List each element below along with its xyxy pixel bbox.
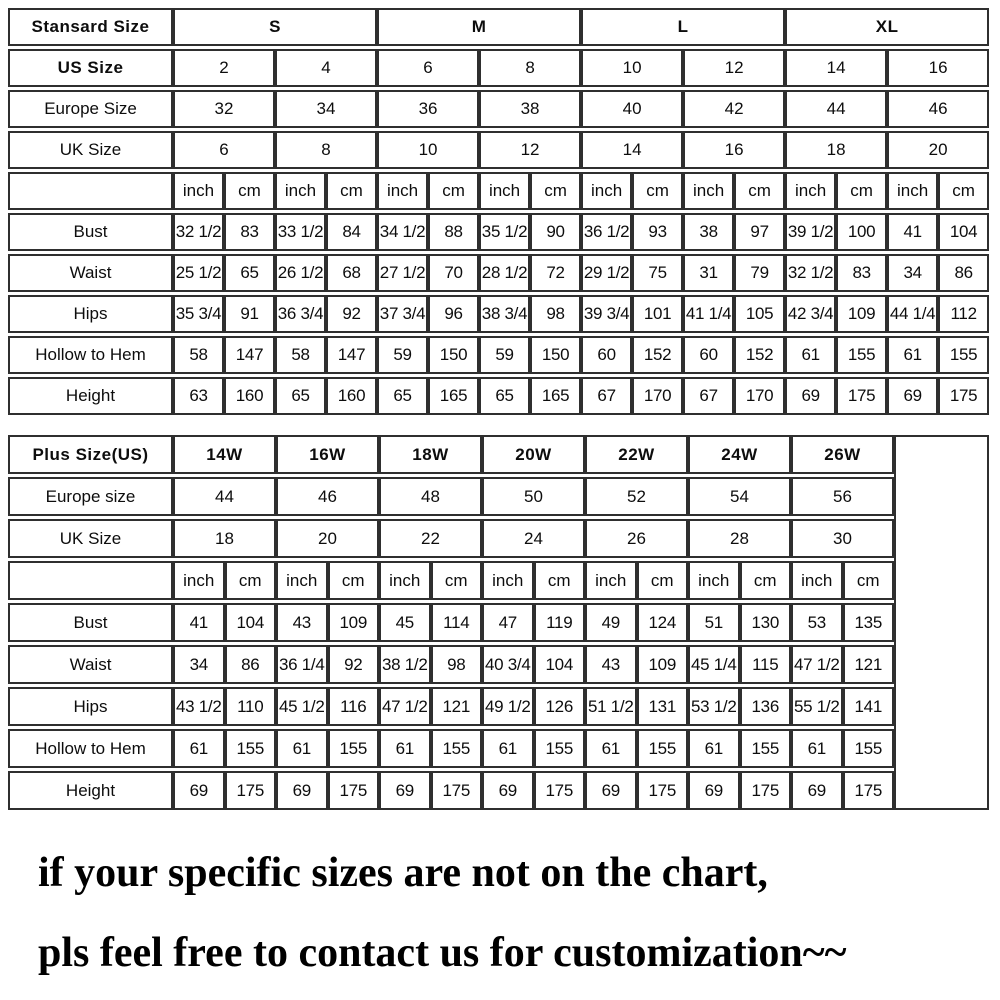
note-line-1: if your specific sizes are not on the chart, [38, 850, 768, 896]
size-value-cell: 16 [887, 49, 989, 87]
table-title: Plus Size(US) [8, 435, 173, 474]
size-row [8, 131, 989, 169]
size-value-cell: 50 [482, 477, 585, 516]
value-cell: 155 [431, 729, 483, 768]
value-cell: 152 [632, 336, 683, 374]
value-cell: 53 [791, 603, 843, 642]
plus-size-table [8, 432, 989, 813]
value-cell: 69 [585, 771, 637, 810]
value-cell: 124 [637, 603, 689, 642]
size-value-cell: 20 [276, 519, 379, 558]
size-value-cell: 14 [581, 131, 683, 169]
value-cell: 36 1/4 [276, 645, 328, 684]
measurement-row [8, 213, 989, 251]
measurement-row [8, 295, 989, 333]
value-cell: 35 1/2 [479, 213, 530, 251]
value-cell: 170 [632, 377, 683, 415]
size-value-cell: 24 [482, 519, 585, 558]
header-row [8, 435, 989, 474]
size-value-cell: 34 [275, 90, 377, 128]
size-value-cell: 38 [479, 90, 581, 128]
unit-cell: cm [938, 172, 989, 210]
value-cell: 27 1/2 [377, 254, 428, 292]
value-cell: 69 [887, 377, 938, 415]
value-cell: 55 1/2 [791, 687, 843, 726]
value-cell: 72 [530, 254, 581, 292]
value-cell: 116 [328, 687, 380, 726]
value-cell: 96 [428, 295, 479, 333]
row-label: Height [8, 771, 173, 810]
value-cell: 65 [224, 254, 275, 292]
value-cell: 29 1/2 [581, 254, 632, 292]
value-cell: 45 1/4 [688, 645, 740, 684]
row-label: UK Size [8, 519, 173, 558]
size-value-cell: 22 [379, 519, 482, 558]
unit-cell: inch [173, 561, 225, 600]
size-value-cell: 44 [785, 90, 887, 128]
unit-cell: inch [479, 172, 530, 210]
value-cell: 36 1/2 [581, 213, 632, 251]
value-cell: 90 [530, 213, 581, 251]
value-cell: 42 3/4 [785, 295, 836, 333]
unit-cell: inch [791, 561, 843, 600]
measurement-row [8, 729, 989, 768]
value-cell: 32 1/2 [173, 213, 224, 251]
size-value-cell: 54 [688, 477, 791, 516]
unit-row [8, 172, 989, 210]
value-cell: 69 [785, 377, 836, 415]
unit-cell: inch [173, 172, 224, 210]
value-cell: 88 [428, 213, 479, 251]
size-value-cell: 16 [683, 131, 785, 169]
value-cell: 34 [173, 645, 225, 684]
value-cell: 70 [428, 254, 479, 292]
value-cell: 69 [379, 771, 431, 810]
header-row [8, 8, 989, 46]
value-cell: 44 1/4 [887, 295, 938, 333]
value-cell: 119 [534, 603, 586, 642]
measurement-row [8, 645, 989, 684]
unit-cell: cm [740, 561, 792, 600]
value-cell: 75 [632, 254, 683, 292]
value-cell: 61 [482, 729, 534, 768]
value-cell: 47 1/2 [791, 645, 843, 684]
value-cell: 63 [173, 377, 224, 415]
unit-cell: inch [482, 561, 534, 600]
value-cell: 175 [836, 377, 887, 415]
value-cell: 47 [482, 603, 534, 642]
size-value-cell: 4 [275, 49, 377, 87]
value-cell: 28 1/2 [479, 254, 530, 292]
value-cell: 61 [276, 729, 328, 768]
unit-cell: inch [377, 172, 428, 210]
value-cell: 121 [431, 687, 483, 726]
row-label: Hips [8, 295, 173, 333]
value-cell: 38 [683, 213, 734, 251]
value-cell: 69 [482, 771, 534, 810]
value-cell: 83 [836, 254, 887, 292]
value-cell: 39 3/4 [581, 295, 632, 333]
value-cell: 165 [530, 377, 581, 415]
value-cell: 58 [275, 336, 326, 374]
value-cell: 112 [938, 295, 989, 333]
value-cell: 65 [377, 377, 428, 415]
value-cell: 100 [836, 213, 887, 251]
value-cell: 49 1/2 [482, 687, 534, 726]
size-group-header: L [581, 8, 785, 46]
value-cell: 109 [836, 295, 887, 333]
value-cell: 69 [276, 771, 328, 810]
size-value-cell: 12 [479, 131, 581, 169]
value-cell: 109 [328, 603, 380, 642]
value-cell: 61 [785, 336, 836, 374]
measurement-row [8, 336, 989, 374]
value-cell: 65 [275, 377, 326, 415]
value-cell: 155 [225, 729, 277, 768]
value-cell: 37 3/4 [377, 295, 428, 333]
value-cell: 92 [328, 645, 380, 684]
size-value-cell: 8 [479, 49, 581, 87]
row-label: Hips [8, 687, 173, 726]
value-cell: 61 [791, 729, 843, 768]
unit-cell: cm [632, 172, 683, 210]
value-cell: 155 [534, 729, 586, 768]
value-cell: 155 [328, 729, 380, 768]
value-cell: 61 [379, 729, 431, 768]
size-value-cell: 30 [791, 519, 894, 558]
value-cell: 141 [843, 687, 895, 726]
size-value-cell: 36 [377, 90, 479, 128]
value-cell: 101 [632, 295, 683, 333]
value-cell: 43 1/2 [173, 687, 225, 726]
size-value-cell: 44 [173, 477, 276, 516]
size-group-header: XL [785, 8, 989, 46]
value-cell: 165 [428, 377, 479, 415]
size-value-cell: 26 [585, 519, 688, 558]
value-cell: 39 1/2 [785, 213, 836, 251]
value-cell: 43 [585, 645, 637, 684]
value-cell: 41 1/4 [683, 295, 734, 333]
value-cell: 68 [326, 254, 377, 292]
unit-cell: cm [843, 561, 895, 600]
size-value-cell: 2 [173, 49, 275, 87]
value-cell: 84 [326, 213, 377, 251]
note-line-2: pls feel free to contact us for customization~~ [38, 930, 847, 976]
unit-row [8, 561, 989, 600]
value-cell: 34 1/2 [377, 213, 428, 251]
unit-cell: inch [683, 172, 734, 210]
unit-cell: inch [581, 172, 632, 210]
row-label: Bust [8, 603, 173, 642]
size-group-header: 22W [585, 435, 688, 474]
value-cell: 104 [534, 645, 586, 684]
value-cell: 155 [836, 336, 887, 374]
value-cell: 69 [791, 771, 843, 810]
unit-cell: cm [534, 561, 586, 600]
size-value-cell: 28 [688, 519, 791, 558]
size-group-header: 14W [173, 435, 276, 474]
value-cell: 104 [225, 603, 277, 642]
value-cell: 47 1/2 [379, 687, 431, 726]
size-value-cell: 42 [683, 90, 785, 128]
value-cell: 33 1/2 [275, 213, 326, 251]
measurement-row [8, 687, 989, 726]
unit-cell: inch [585, 561, 637, 600]
size-value-cell: 8 [275, 131, 377, 169]
value-cell: 61 [585, 729, 637, 768]
value-cell: 155 [938, 336, 989, 374]
value-cell: 69 [688, 771, 740, 810]
table-title: Stansard Size [8, 8, 173, 46]
value-cell: 41 [887, 213, 938, 251]
unit-cell: inch [275, 172, 326, 210]
value-cell: 45 [379, 603, 431, 642]
value-cell: 155 [843, 729, 895, 768]
value-cell: 60 [581, 336, 632, 374]
value-cell: 115 [740, 645, 792, 684]
value-cell: 160 [224, 377, 275, 415]
size-value-cell: 12 [683, 49, 785, 87]
size-row [8, 519, 989, 558]
size-value-cell: 6 [377, 49, 479, 87]
value-cell: 25 1/2 [173, 254, 224, 292]
size-group-header: 20W [482, 435, 585, 474]
row-label: Hollow to Hem [8, 729, 173, 768]
value-cell: 61 [887, 336, 938, 374]
row-label: Waist [8, 645, 173, 684]
row-label: Bust [8, 213, 173, 251]
value-cell: 152 [734, 336, 785, 374]
measurement-row [8, 254, 989, 292]
size-value-cell: 56 [791, 477, 894, 516]
unit-cell: cm [530, 172, 581, 210]
value-cell: 51 [688, 603, 740, 642]
value-cell: 135 [843, 603, 895, 642]
unit-cell: cm [225, 561, 277, 600]
value-cell: 114 [431, 603, 483, 642]
unit-cell: cm [637, 561, 689, 600]
unit-cell: inch [887, 172, 938, 210]
value-cell: 155 [637, 729, 689, 768]
row-label: US Size [8, 49, 173, 87]
value-cell: 59 [377, 336, 428, 374]
size-row [8, 49, 989, 87]
value-cell: 59 [479, 336, 530, 374]
value-cell: 175 [534, 771, 586, 810]
value-cell: 175 [328, 771, 380, 810]
value-cell: 155 [740, 729, 792, 768]
row-label: UK Size [8, 131, 173, 169]
value-cell: 105 [734, 295, 785, 333]
value-cell: 32 1/2 [785, 254, 836, 292]
size-group-header: 26W [791, 435, 894, 474]
value-cell: 175 [637, 771, 689, 810]
value-cell: 147 [326, 336, 377, 374]
size-group-header: 24W [688, 435, 791, 474]
value-cell: 34 [887, 254, 938, 292]
value-cell: 67 [683, 377, 734, 415]
size-value-cell: 32 [173, 90, 275, 128]
value-cell: 41 [173, 603, 225, 642]
value-cell: 86 [225, 645, 277, 684]
value-cell: 170 [734, 377, 785, 415]
unit-cell: inch [688, 561, 740, 600]
value-cell: 86 [938, 254, 989, 292]
value-cell: 60 [683, 336, 734, 374]
row-label: Europe size [8, 477, 173, 516]
value-cell: 38 1/2 [379, 645, 431, 684]
measurement-row [8, 771, 989, 810]
value-cell: 58 [173, 336, 224, 374]
value-cell: 31 [683, 254, 734, 292]
size-value-cell: 6 [173, 131, 275, 169]
size-value-cell: 40 [581, 90, 683, 128]
size-row [8, 477, 989, 516]
value-cell: 150 [530, 336, 581, 374]
unit-cell: cm [734, 172, 785, 210]
unit-cell: cm [431, 561, 483, 600]
value-cell: 67 [581, 377, 632, 415]
value-cell: 160 [326, 377, 377, 415]
size-value-cell: 46 [887, 90, 989, 128]
size-value-cell: 20 [887, 131, 989, 169]
value-cell: 65 [479, 377, 530, 415]
size-value-cell: 48 [379, 477, 482, 516]
value-cell: 43 [276, 603, 328, 642]
value-cell: 98 [431, 645, 483, 684]
value-cell: 93 [632, 213, 683, 251]
unit-cell: cm [224, 172, 275, 210]
row-label: Waist [8, 254, 173, 292]
value-cell: 97 [734, 213, 785, 251]
measurement-row [8, 377, 989, 415]
value-cell: 35 3/4 [173, 295, 224, 333]
value-cell: 104 [938, 213, 989, 251]
value-cell: 175 [431, 771, 483, 810]
value-cell: 175 [938, 377, 989, 415]
size-group-header: S [173, 8, 377, 46]
row-label [8, 172, 173, 210]
size-value-cell: 14 [785, 49, 887, 87]
value-cell: 79 [734, 254, 785, 292]
value-cell: 45 1/2 [276, 687, 328, 726]
customization-note [38, 833, 1000, 993]
value-cell: 69 [173, 771, 225, 810]
value-cell: 61 [173, 729, 225, 768]
value-cell: 91 [224, 295, 275, 333]
size-value-cell: 10 [377, 131, 479, 169]
unit-cell: cm [326, 172, 377, 210]
standard-size-table [8, 5, 989, 418]
unit-cell: cm [328, 561, 380, 600]
value-cell: 98 [530, 295, 581, 333]
unit-cell: cm [836, 172, 887, 210]
size-value-cell: 18 [173, 519, 276, 558]
value-cell: 150 [428, 336, 479, 374]
row-label: Europe Size [8, 90, 173, 128]
size-group-header: 16W [276, 435, 379, 474]
value-cell: 175 [740, 771, 792, 810]
row-label: Height [8, 377, 173, 415]
size-group-header: 18W [379, 435, 482, 474]
unit-cell: inch [379, 561, 431, 600]
size-value-cell: 18 [785, 131, 887, 169]
value-cell: 126 [534, 687, 586, 726]
empty-right-cell [894, 435, 989, 810]
unit-cell: cm [428, 172, 479, 210]
value-cell: 175 [843, 771, 895, 810]
value-cell: 61 [688, 729, 740, 768]
value-cell: 83 [224, 213, 275, 251]
value-cell: 36 3/4 [275, 295, 326, 333]
size-group-header: M [377, 8, 581, 46]
value-cell: 136 [740, 687, 792, 726]
value-cell: 26 1/2 [275, 254, 326, 292]
value-cell: 109 [637, 645, 689, 684]
value-cell: 147 [224, 336, 275, 374]
unit-cell: inch [785, 172, 836, 210]
value-cell: 38 3/4 [479, 295, 530, 333]
size-row [8, 90, 989, 128]
value-cell: 110 [225, 687, 277, 726]
measurement-row [8, 603, 989, 642]
unit-cell: inch [276, 561, 328, 600]
size-value-cell: 52 [585, 477, 688, 516]
size-value-cell: 46 [276, 477, 379, 516]
size-value-cell: 10 [581, 49, 683, 87]
value-cell: 51 1/2 [585, 687, 637, 726]
value-cell: 131 [637, 687, 689, 726]
value-cell: 92 [326, 295, 377, 333]
row-label: Hollow to Hem [8, 336, 173, 374]
value-cell: 53 1/2 [688, 687, 740, 726]
row-label [8, 561, 173, 600]
value-cell: 49 [585, 603, 637, 642]
value-cell: 175 [225, 771, 277, 810]
value-cell: 40 3/4 [482, 645, 534, 684]
value-cell: 121 [843, 645, 895, 684]
value-cell: 130 [740, 603, 792, 642]
